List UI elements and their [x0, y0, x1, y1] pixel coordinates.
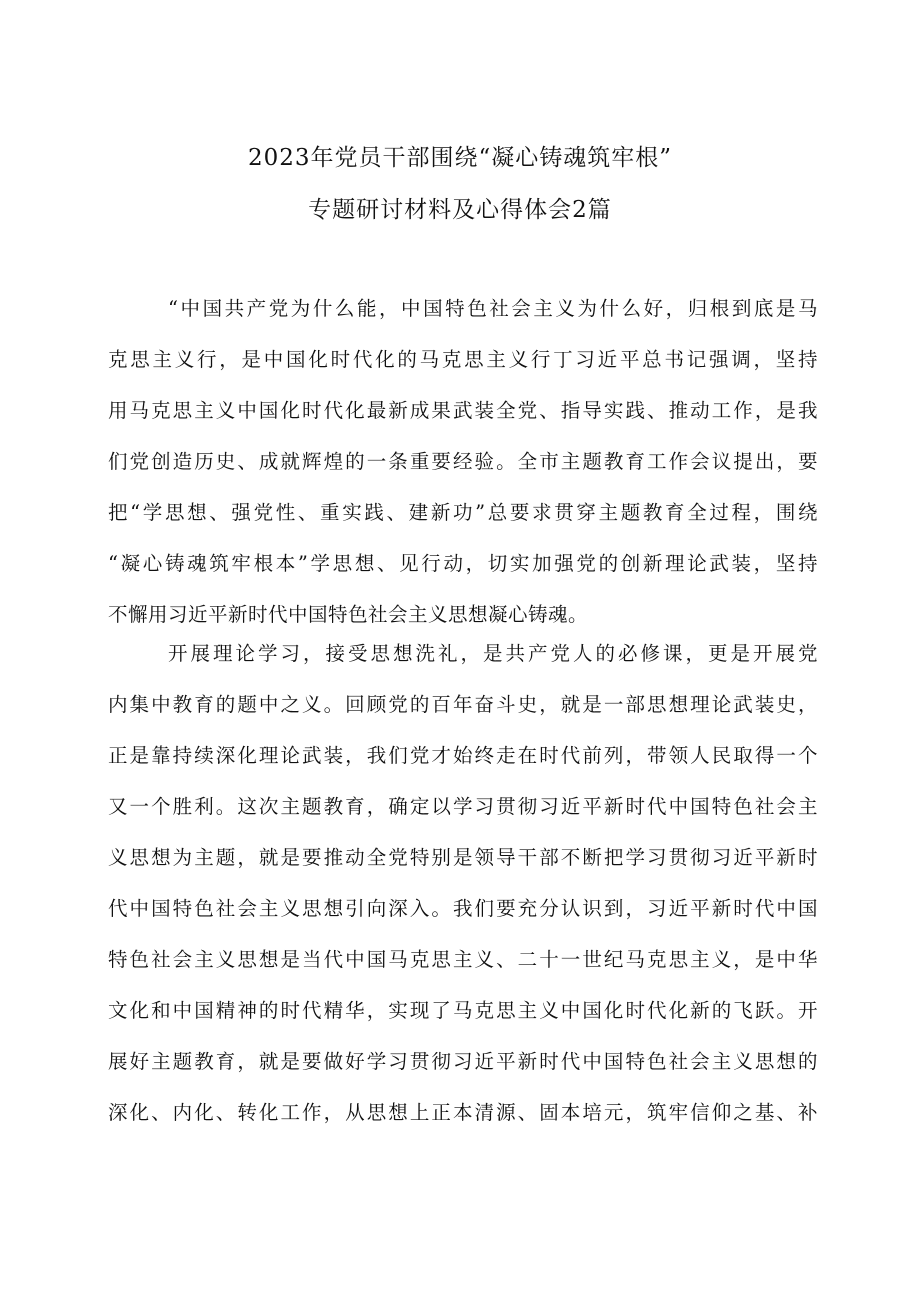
paragraph-line: 代中国特色社会主义思想引向深入。我们要充分认识到，习近平新时代中国: [108, 897, 818, 920]
document-title-line-1: 2023年党员干部围绕“凝心铸魂筑牢根”: [247, 145, 673, 171]
paragraph-line: 开展理论学习，接受思想洗礼，是共产党人的必修课，更是开展党: [168, 642, 818, 665]
paragraph-line: 正是靠持续深化理论武装，我们党才始终走在时代前列，带领人民取得一个: [108, 744, 818, 767]
paragraph-line: 义思想为主题，就是要推动全党特别是领导干部不断把学习贯彻习近平新时: [108, 846, 818, 869]
paragraph-line: 把“学思想、强党性、重实践、建新功”总要求贯穿主题教育全过程，围绕: [108, 501, 818, 524]
paragraph-line: “凝心铸魂筑牢根本”学思想、见行动，切实加强党的创新理论武装，坚持: [108, 552, 818, 575]
document-title-line-2: 专题研讨材料及心得体会2篇: [308, 197, 612, 223]
paragraph-line: 特色社会主义思想是当代中国马克思主义、二十一世纪马克思主义，是中华: [108, 948, 818, 971]
paragraph-line: 克思主义行，是中国化时代化的马克思主义行丁习近平总书记强调，坚持: [108, 348, 818, 371]
paragraph-line: 用马克思主义中国化时代化最新成果武装全党、指导实践、推动工作，是我: [108, 399, 818, 422]
paragraph-line: 深化、内化、转化工作，从思想上正本清源、固本培元，筑牢信仰之基、补: [108, 1101, 818, 1124]
paragraph-line: 又一个胜利。这次主题教育，确定以学习贯彻习近平新时代中国特色社会主: [108, 795, 818, 818]
paragraph-line: 内集中教育的题中之义。回顾党的百年奋斗史，就是一部思想理论武装史，: [108, 693, 818, 716]
paragraph-1: [108, 283, 818, 640]
paragraph-line: 们党创造历史、成就辉煌的一条重要经验。全市主题教育工作会议提出，要: [108, 450, 818, 473]
paragraph-line: “中国共产党为什么能，中国特色社会主义为什么好，归根到底是马: [168, 297, 818, 320]
paragraph-2: [108, 628, 818, 1138]
paragraph-line: 展好主题教育，就是要做好学习贯彻习近平新时代中国特色社会主义思想的: [108, 1050, 818, 1073]
paragraph-line: 不懈用习近平新时代中国特色社会主义思想凝心铸魂。: [108, 603, 589, 626]
paragraph-line: 文化和中国精神的时代精华，实现了马克思主义中国化时代化新的飞跃。开: [108, 999, 818, 1022]
